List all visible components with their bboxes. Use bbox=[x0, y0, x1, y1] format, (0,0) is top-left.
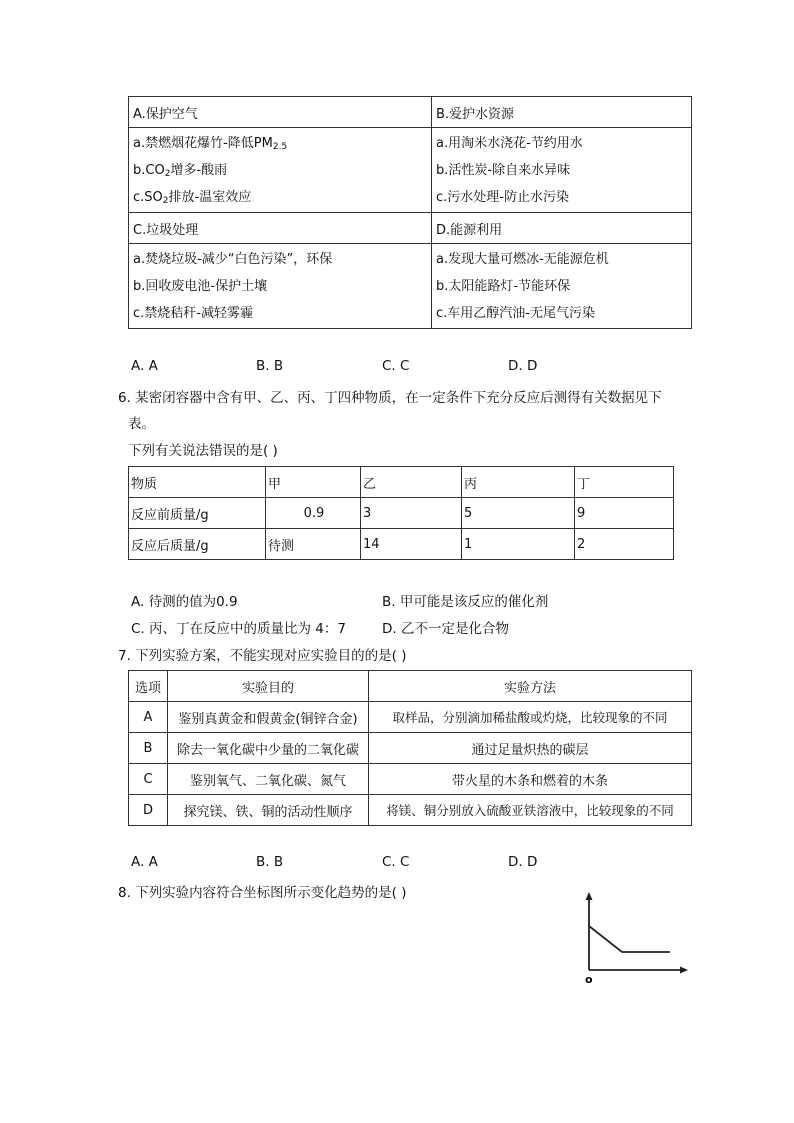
q7-option-a[interactable]: A. A bbox=[131, 854, 158, 870]
cell-line: a.焚烧垃圾-减少“白色污染”，环保 bbox=[133, 252, 333, 267]
table-cell: 2 bbox=[575, 529, 674, 560]
table-cell: 丁 bbox=[575, 467, 674, 498]
table-cell: 乙 bbox=[361, 467, 462, 498]
table-cell: 将镁、铜分别放入硫酸亚铁溶液中，比较现象的不同 bbox=[369, 795, 692, 826]
q7-stem: 7. 下列实验方案，不能实现对应实验目的的是( ) bbox=[118, 648, 407, 664]
table-cell: 反应后质量/g bbox=[129, 529, 266, 560]
cell-header-text: D.能源利用 bbox=[436, 222, 503, 238]
table-cell: 通过足量炽热的碳层 bbox=[369, 733, 692, 764]
table-row bbox=[129, 529, 674, 560]
cell-c-header bbox=[129, 213, 432, 244]
table-header-row bbox=[129, 467, 674, 498]
table-cell: 9 bbox=[575, 498, 674, 529]
q5-option-a[interactable]: A. A bbox=[131, 358, 158, 374]
table-cell: 探究镁、铁、铜的活动性顺序 bbox=[168, 795, 369, 826]
cell-b-header bbox=[432, 97, 692, 128]
table-row bbox=[129, 702, 692, 733]
cell-line: b.回收废电池-保护土壤 bbox=[133, 279, 268, 294]
cell-line: a.禁燃烟花爆竹-降低$PM_{2.5}$ bbox=[133, 136, 288, 152]
q6-stem-line2: 表。 bbox=[128, 416, 155, 432]
table-cell: C bbox=[129, 764, 168, 795]
q8-trend-graph bbox=[570, 886, 695, 986]
q7-option-b[interactable]: B. B bbox=[256, 854, 284, 870]
table-cell: A bbox=[129, 702, 168, 733]
q7-experiment-table bbox=[128, 670, 692, 826]
q5-option-b[interactable]: B. B bbox=[256, 358, 284, 374]
table-cell: 选项 bbox=[129, 671, 168, 702]
cell-line: a.发现大量可燃冰-无能源危机 bbox=[436, 252, 609, 267]
q6-option-c[interactable]: C. 丙、丁在反应中的质量比为 4：7 bbox=[131, 621, 346, 637]
cell-line: b.太阳能路灯-节能环保 bbox=[436, 279, 571, 294]
q6-stem-line1: 6. 某密闭容器中含有甲、乙、丙、丁四种物质，在一定条件下充分反应后测得有关数据见下 bbox=[118, 390, 662, 406]
table-cell: 取样品，分别滴加稀盐酸或灼烧，比较现象的不同 bbox=[369, 702, 692, 733]
q7-option-d[interactable]: D. D bbox=[508, 854, 538, 870]
cell-d-body bbox=[432, 244, 692, 329]
origin-label: o bbox=[585, 973, 593, 986]
table-row bbox=[129, 733, 692, 764]
table-cell: 物质 bbox=[129, 467, 266, 498]
cell-line: c.污水处理-防止水污染 bbox=[436, 190, 569, 205]
table-cell: B bbox=[129, 733, 168, 764]
y-axis-arrow bbox=[586, 892, 593, 900]
q5-option-c[interactable]: C. C bbox=[382, 358, 410, 374]
table-cell: D bbox=[129, 795, 168, 826]
q6-data-table bbox=[128, 466, 674, 560]
table-cell: 甲 bbox=[266, 467, 361, 498]
q8-stem: 8. 下列实验内容符合坐标图所示变化趋势的是( ) bbox=[118, 885, 407, 901]
q6-stem-line3: 下列有关说法错误的是( ) bbox=[128, 443, 278, 459]
cell-line: c.禁烧秸秆-减轻雾霾 bbox=[133, 306, 253, 321]
table-header-row bbox=[129, 671, 692, 702]
cell-line: $b.CO_2$增多-酸雨 bbox=[133, 163, 228, 179]
x-axis-arrow bbox=[680, 967, 688, 974]
cell-line: $c.SO_2$排放-温室效应 bbox=[133, 190, 252, 206]
q6-option-a[interactable]: A. 待测的值为0.9 bbox=[131, 594, 238, 610]
table-cell: 实验目的 bbox=[168, 671, 369, 702]
cell-c-body bbox=[129, 244, 432, 329]
table-cell: 待测 bbox=[266, 529, 361, 560]
cell-b-body bbox=[432, 128, 692, 213]
q7-option-c[interactable]: C. C bbox=[382, 854, 410, 870]
table-cell: 14 bbox=[361, 529, 462, 560]
cell-a-body bbox=[129, 128, 432, 213]
table-row bbox=[129, 764, 692, 795]
q6-option-d[interactable]: D. 乙不一定是化合物 bbox=[382, 621, 509, 637]
table-cell: 鉴别氧气、二氧化碳、氮气 bbox=[168, 764, 369, 795]
q6-option-b[interactable]: B. 甲可能是该反应的催化剂 bbox=[382, 594, 549, 610]
table-cell: 反应前质量/g bbox=[129, 498, 266, 529]
table-cell: 除去一氧化碳中少量的二氧化碳 bbox=[168, 733, 369, 764]
q5-option-d[interactable]: D. D bbox=[508, 358, 538, 374]
table-cell: 实验方法 bbox=[369, 671, 692, 702]
table-cell: 5 bbox=[462, 498, 575, 529]
cell-line: a.用淘米水浇花-节约用水 bbox=[436, 136, 583, 151]
table-cell: 带火星的木条和燃着的木条 bbox=[369, 764, 692, 795]
table-row bbox=[129, 795, 692, 826]
table-cell: 0.9 bbox=[266, 498, 361, 529]
cell-d-header bbox=[432, 213, 692, 244]
cell-line: b.活性炭-除自来水异味 bbox=[436, 163, 571, 178]
cell-header-text: C.垃圾处理 bbox=[133, 222, 199, 238]
trend-line bbox=[589, 926, 670, 952]
environment-table bbox=[128, 96, 692, 329]
cell-a-header bbox=[129, 97, 432, 128]
cell-header-text: B.爱护水资源 bbox=[436, 106, 515, 122]
table-cell: 鉴别真黄金和假黄金(铜锌合金) bbox=[168, 702, 369, 733]
table-row bbox=[129, 498, 674, 529]
cell-header-text: A.保护空气 bbox=[133, 106, 198, 122]
table-cell: 3 bbox=[361, 498, 462, 529]
table-cell: 1 bbox=[462, 529, 575, 560]
table-cell: 丙 bbox=[462, 467, 575, 498]
cell-line: c.车用乙醇汽油-无尾气污染 bbox=[436, 306, 595, 321]
